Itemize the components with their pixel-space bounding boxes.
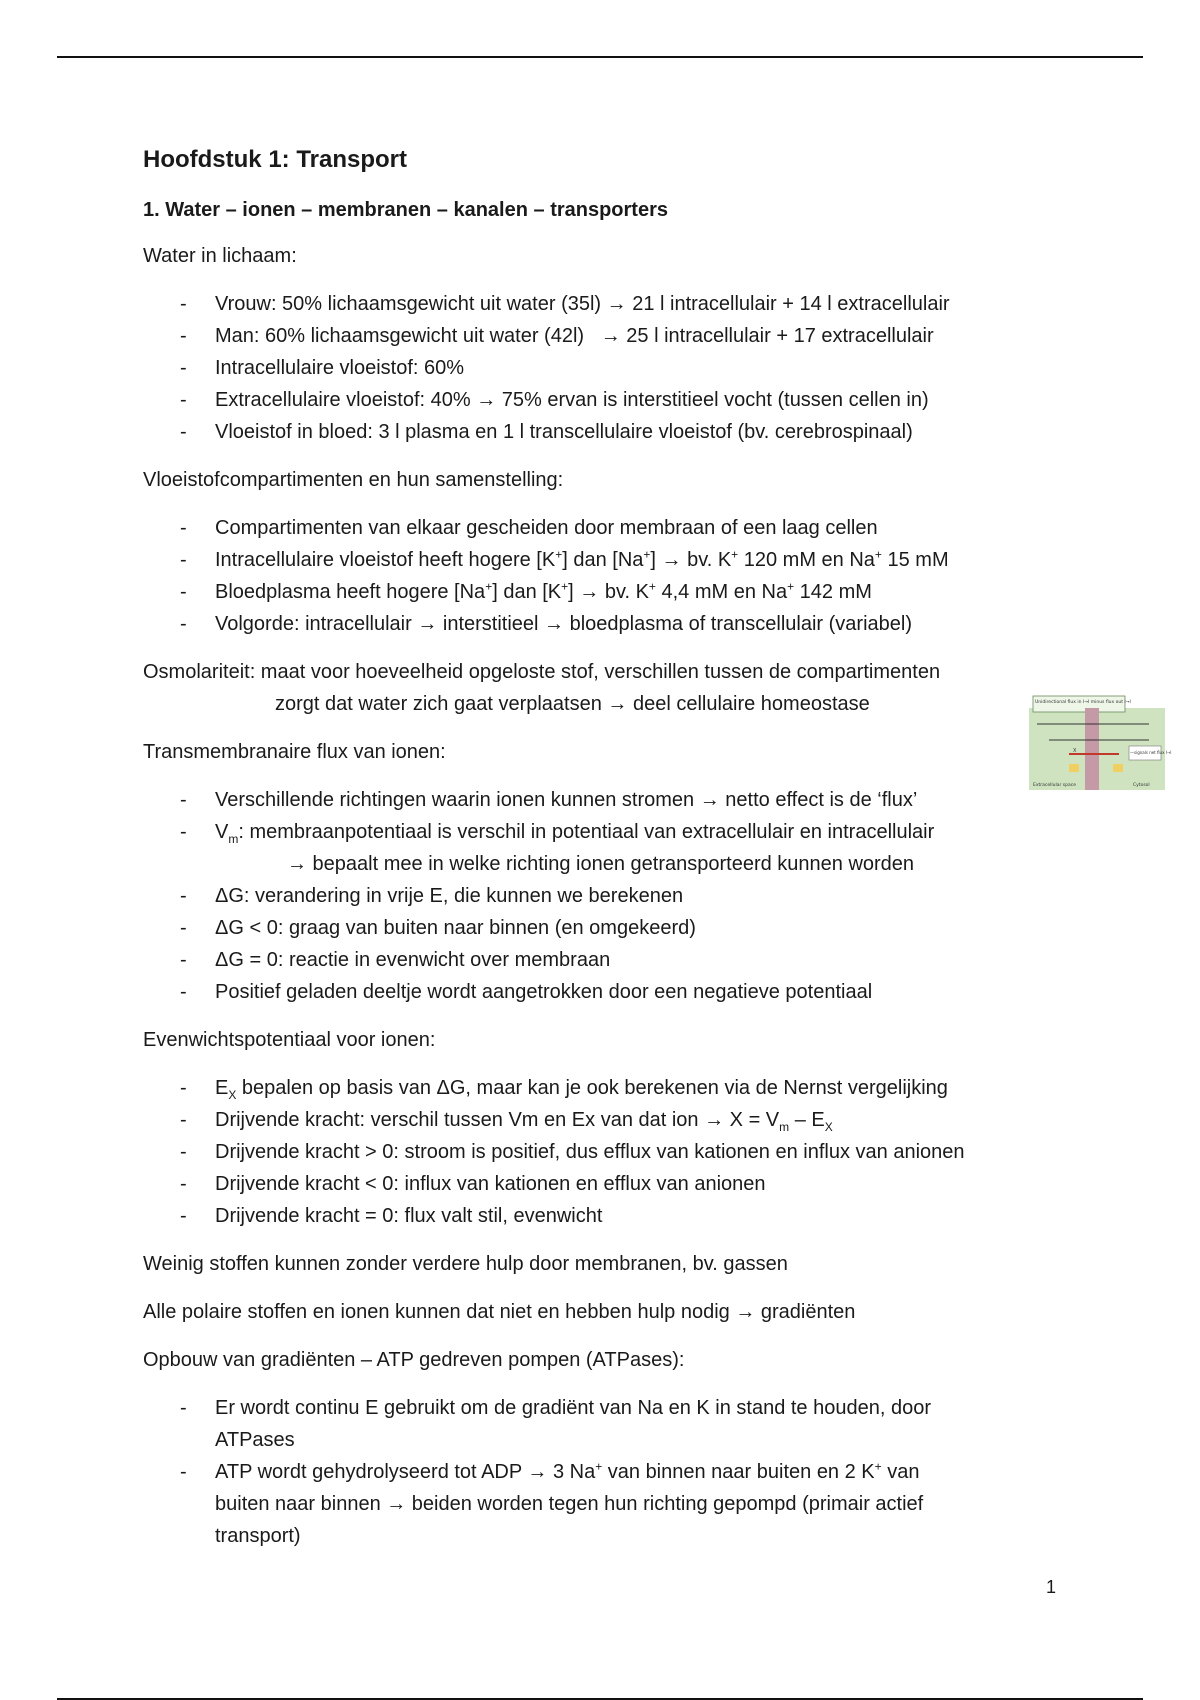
water-heading: Water in lichaam: xyxy=(143,245,297,267)
page-title: Hoofdstuk 1: Transport xyxy=(143,146,408,173)
list-item: - ΔG: verandering in vrije E, die kunnen we berekenen xyxy=(143,880,1063,912)
list-item: - Drijvende kracht < 0: influx van kationen en efflux van anionen xyxy=(143,1168,1063,1200)
compartments-heading: Vloeistofcompartimenten en hun samenstelling: xyxy=(143,469,564,491)
cytosol-label: Cytosol xyxy=(1133,783,1150,788)
water-list xyxy=(143,288,1063,448)
list-item: - Drijvende kracht = 0: flux valt stil, evenwicht xyxy=(143,1200,1063,1232)
section-heading: 1. Water – ionen – membranen – kanalen – transporters xyxy=(143,199,668,221)
list-item: - Bloedplasma heeft hogere [Na+] dan [K+] → bv. K+ 4,4 mM en Na+ 142 mM xyxy=(143,576,1063,608)
list-item: - Drijvende kracht > 0: stroom is positief, dus efflux van kationen en influx van anionen xyxy=(143,1136,1063,1168)
ion-marker-left xyxy=(1069,764,1079,772)
osmolarity-paragraph: Osmolariteit: maat voor hoeveelheid opgeloste stof, verschillen tussen de compartimenten zorgt dat water zich gaat verplaatsen → deel cellulaire homeostase xyxy=(143,661,941,715)
polar-paragraph: Alle polaire stoffen en ionen kunnen dat niet en hebben hulp nodig → gradiënten xyxy=(143,1301,856,1323)
list-item: - Extracellulaire vloeistof: 40% → 75% ervan is interstitieel vocht (tussen cellen in) xyxy=(143,384,1063,416)
flux-heading: Transmembranaire flux van ionen: xyxy=(143,741,446,763)
net-flux-label: —signals net flux I→I xyxy=(1130,750,1172,755)
list-item: - Verschillende richtingen waarin ionen kunnen stromen → netto effect is de ‘flux’ xyxy=(143,784,1063,816)
list-item: - Positief geladen deeltje wordt aangetrokken door een negatieve potentiaal xyxy=(143,976,1063,1008)
list-item: - Er wordt continu E gebruikt om de gradiënt van Na en K in stand te houden, door ATPases xyxy=(143,1392,1063,1456)
atp-list xyxy=(143,1392,1063,1552)
flux-list xyxy=(143,784,1063,1008)
list-item: - ATP wordt gehydrolyseerd tot ADP → 3 Na+ van binnen naar buiten en 2 K+ van buiten naar binnen → beiden worden tegen hun richting gepompd (primair actief transport) xyxy=(143,1456,1063,1552)
list-item: - Vrouw: 50% lichaamsgewicht uit water (35l) → 21 l intracellulair + 14 l extracellulair xyxy=(143,288,1063,320)
list-item: - Volgorde: intracellulair → interstitieel → bloedplasma of transcellulair (variabel) xyxy=(143,608,1063,640)
top-rule xyxy=(57,56,1143,58)
flux-diagram xyxy=(1029,696,1172,796)
extracellular-label: Extracellular space xyxy=(1033,783,1076,788)
list-item: - Intracellulaire vloeistof heeft hogere [K+] dan [Na+] → bv. K+ 120 mM en Na+ 15 mM xyxy=(143,544,1063,576)
page-number: 1 xyxy=(1046,1577,1057,1597)
equilibrium-list xyxy=(143,1072,1063,1232)
atp-heading: Opbouw van gradiënten – ATP gedreven pompen (ATPases): xyxy=(143,1349,685,1371)
membrane-icon xyxy=(1085,708,1099,790)
list-item: - ΔG = 0: reactie in evenwicht over membraan xyxy=(143,944,1063,976)
ion-marker-right xyxy=(1113,764,1123,772)
document-page xyxy=(143,142,1063,1568)
list-item: - Vloeistof in bloed: 3 l plasma en 1 l transcellulaire vloeistof (bv. cerebrospinaal) xyxy=(143,416,1063,448)
compartments-list xyxy=(143,512,1063,640)
list-item: - Compartimenten van elkaar gescheiden door membraan of een laag cellen xyxy=(143,512,1063,544)
ion-label: X xyxy=(1073,748,1077,754)
list-item: - Intracellulaire vloeistof: 60% xyxy=(143,352,1063,384)
list-item: - $E_X$ bepalen op basis van ΔG, maar kan je ook berekenen via de Nernst vergelijking xyxy=(143,1072,1063,1104)
gases-paragraph: Weinig stoffen kunnen zonder verdere hulp door membranen, bv. gassen xyxy=(143,1253,788,1275)
equilibrium-heading: Evenwichtspotentiaal voor ionen: xyxy=(143,1029,436,1051)
list-item: - Drijvende kracht: verschil tussen Vm en Ex van dat ion → $X = V_m - E_X$ xyxy=(143,1104,1063,1136)
list-item: - $V_m$: membraanpotentiaal is verschil in potentiaal van extracellulair en intracellulair → bepaalt mee in welke richting ionen getransporteerd kunnen worden xyxy=(143,816,1063,880)
list-item: - ΔG < 0: graag van buiten naar binnen (en omgekeerd) xyxy=(143,912,1063,944)
list-item: - Man: 60% lichaamsgewicht uit water (42l) → 25 l intracellulair + 17 extracellulair xyxy=(143,320,1063,352)
diagram-top-label: Unidirectional flux in I→I minus flux out I→I xyxy=(1035,700,1131,705)
